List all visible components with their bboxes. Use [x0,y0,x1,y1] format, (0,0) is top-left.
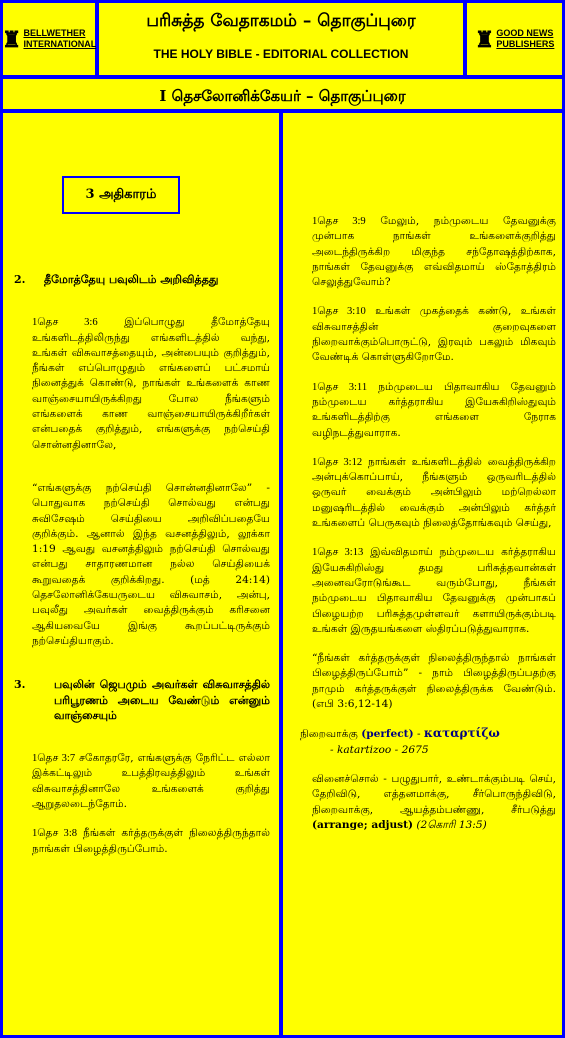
verse-ref: 1தெச 3:11 [312,381,368,393]
verse-paragraph [300,304,556,365]
verse-ref: 1தெச 3:12 [312,456,363,468]
word-study-heading: நிறைவாக்கு (perfect) - καταρτίζω [300,726,500,741]
verse-text: சகோதரரே, எங்களுக்கு நேரிட்ட எல்லா இக்கட்டிலும் உபத்திரவத்திலும் உங்கள் விசுவாசத்தினாலே உங்களைக் குறித்து ஆறுதலடைந்தோம். [32,752,270,811]
book-title: I தெசலோனிக்கேயர் – தொகுப்புரை [159,87,406,105]
verse-text: உங்கள் முகத்தைக் கண்டு, உங்கள் விசுவாசத்தின் குறைவுகளை நிறைவாக்கும்பொருட்டு, இரவும் பகலும் மிகவும் வேண்டிக் கொள்ளுகிறோமே. [312,305,556,364]
verse-paragraph [300,380,556,441]
section-number: 3. [14,678,26,692]
definition-paragraph [300,772,556,833]
verse-text: நீங்கள் கர்த்தருக்குள் நிலைத்திருந்தால் நாங்கள் பிழைத்திருப்போம். [32,827,271,855]
good-news-logo [467,3,562,75]
bellwether-logo [3,3,95,75]
commentary-paragraph: “நீங்கள் கர்த்தருக்குள் நிலைத்திருந்தால் நாங்கள் பிழைத்திருப்போம்” - நாம் பிழைத்திருப்பதற்கு நாமும் கர்த்தருக்குள் நிலைத்திருக்க வேண்டும். (எபி 3:6,12-14) [312,652,556,711]
figure-icon: ♜ [1,26,22,52]
right-logo-line1: GOOD NEWS [496,28,554,38]
verse-ref: 1தெச 3:6 [32,317,98,329]
section-title: தீமோத்தேயு பவுலிடம் அறிவித்தது [44,273,219,286]
verse-ref: 1தெச 3:10 [312,306,366,318]
left-column-text [14,272,270,857]
right-logo-line2: PUBLISHERS [496,39,555,49]
verse-ref: 1தெச 3:7 [32,753,76,765]
definition-text: வினைச்சொல் - பழுதுபார், உண்டாக்கும்படி செய், தேறிவிடு, எத்தனமாக்கு, சீர்பொருந்திவிடு, நிறைவாக்கு, ஆயத்தம்பண்ணு, சீர்படுத்து [312,772,556,816]
left-logo-line2: INTERNATIONAL [23,39,97,49]
verse-paragraph [14,826,270,857]
section-title: பவுலின் ஜெபமும் அவர்கள் விசுவாசத்தில் பரிபூரணம் அடைய வேண்டும் என்னும் வாஞ்சையும் [54,678,270,722]
verse-ref: 1தெச 3:8 [32,828,78,840]
figure-icon: ♜ [474,26,495,52]
translit-text: - katartizoo - 2675 [330,743,429,756]
left-logo-line1: BELLWETHER [23,28,86,38]
definition-english: (arrange; adjust) [312,818,414,831]
verse-text: நாங்கள் உங்களிடத்தில் வைத்திருக்கிற அன்புக்கொப்பாய், நீங்களும் ஒருவரிடத்தில் ஒருவர் வைக்கும் அன்பிலும் மற்றெல்லா மனுஷரிடத்தில் வைக்கும் அன்பிலும் கர்த்தர் உங்களைப் பெருகவும் நிலைத்தோங்கவும் செய்து, [312,455,556,530]
word-transliteration [300,743,556,758]
section-heading-2 [14,272,270,287]
chapter-label: 3 அதிகாரம் [62,176,180,214]
right-column-text [300,214,556,833]
verse-text: இவ்விதமாய் நம்முடைய கர்த்தராகிய இயேசுகிறிஸ்து தமது பரிசுத்தவான்கள் அனைவரோடுங்கூட வரும்போது, நீங்கள் நம்முடைய பிதாவாகிய தேவனுக்கு முன்பாகப் பிழையற்ற பரிசுத்தமுள்ளவர் களாயிருக்கும்படி உங்கள் இருதயங்களை ஸ்திரப்படுத்துவாராக. [312,546,556,635]
word-greek: καταρτίζω [423,726,500,741]
word-tamil: நிறைவாக்கு [300,728,358,741]
definition-ref: (2கொரி 13:5) [413,818,487,831]
book-title-bar [3,79,562,109]
title-tamil: பரிசுத்த வேதாகமம் – தொகுப்புரை [146,11,416,31]
verse-text: இப்பொழுது தீமோத்தேயு உங்களிடத்திலிருந்து எங்களிடத்தில் வந்து, உங்கள் விசுவாசத்தையும், அன்பையும் குறித்தும், நீங்கள் எப்பொழுதும் எங்களைப் பட்சமாய் நினைத்துக் கொண்டு, நாங்கள் உங்களைக் காண வாஞ்சையாயிருக்கிறது போல நீங்களும் எங்களைக் காண வாஞ்சையாயிருக்கிறீர்கள் என்பதைக் குறித்தும், எங்களுக்கு நற்செய்தி சொன்னதினாலே, [32,316,270,451]
title-panel [99,3,463,75]
word-english: (perfect) [361,728,414,741]
title-english: THE HOLY BIBLE - EDITORIAL COLLECTION [153,47,409,61]
verse-paragraph [14,315,270,453]
verse-paragraph [300,545,556,637]
verse-paragraph [300,455,556,531]
verse-text: நம்முடைய பிதாவாகிய தேவனும் நம்முடைய கர்த்தராகிய இயேசுகிறிஸ்துவும் உங்களிடத்திற்கு எங்களை நேராக வழிநடத்துவாராக. [312,380,556,439]
section-number: 2. [14,273,26,286]
section-heading-3 [14,677,270,723]
verse-ref: 1தெச 3:13 [312,547,364,559]
verse-paragraph [14,751,270,812]
commentary-paragraph: “எங்களுக்கு நற்செய்தி சொன்னதினாலே” - பொதுவாக நற்செய்தி சொல்வது என்பது சுவிசேஷம் செய்தியை அறிவிப்பதையே குறிக்கும். ஆனால் இந்த வசனத்திலும், லூக்கா 1:19 ஆவது வசனத்திலும் நற்செய்தி சொல்வது என்பது சாதாரணமான நல்ல செய்தியைக் கூறுவதைக் குறிக்கிறது. (மத் 24:14) தெசலோனிக்கேயருடைய விசுவாசம், அன்பு, பவுலீது அவர்கள் வைத்திருக்கும் கரிசனை ஆகியவையே இங்கு கூறப்பட்டிருக்கும் நற்செய்தியாகும். [32,481,270,647]
verse-paragraph [300,214,556,290]
verse-ref: 1தெச 3:9 [312,216,366,227]
verse-text: மேலும், நம்முடைய தேவனுக்கு முன்பாக நாங்கள் உங்களைக்குறித்து அடைந்திருக்கிற மிகுந்த சந்தோஷத்திற்காக, நாங்கள் தேவனுக்கு எவ்விதமாய் ஸ்தோத்திரம் செலுத்துவோம்? [312,215,556,289]
